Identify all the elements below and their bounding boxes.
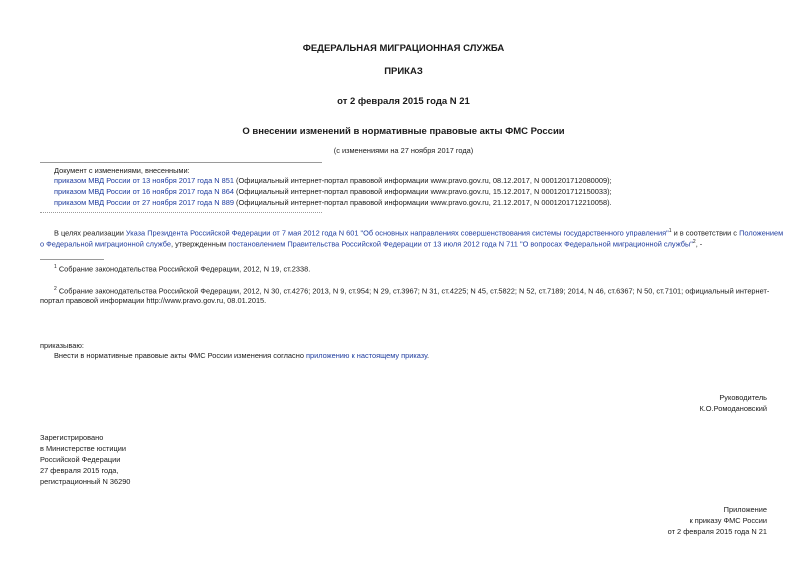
revision-note: (с изменениями на 27 ноября 2017 года) xyxy=(333,146,474,155)
appendix-line: от 2 февраля 2015 года N 21 xyxy=(667,527,767,536)
preamble-line-1: В целях реализации Указа Президента Российской Федерации от 7 мая 2012 года N 601 "Об основных направлениях совершенствования системы государственного управления"$^1$ и в соответствии с Положением xyxy=(54,228,784,238)
registration-line: в Министерстве юстиции xyxy=(40,444,127,453)
resolution-711-link[interactable]: постановлением Правительства Российской Федерации от 13 июля 2012 года N 711 "О вопросах Федеральной миграционной службы" xyxy=(228,239,693,249)
registration-line: 27 февраля 2015 года, xyxy=(40,466,119,475)
appendix-line: к приказу ФМС России xyxy=(689,516,767,525)
regulation-link-cont[interactable]: о Федеральной миграционной службе xyxy=(40,239,172,249)
decree-601-link[interactable]: Указа Президента Российской Федерации от 7 мая 2012 года N 601 "Об основных направлениях совершенствования системы государственного управления" xyxy=(125,228,669,238)
footnote-2: $^2$ Собрание законодательства Российской Федерации, 2012, N 30, ст.4276; 2013, N 9, ст.954; N 29, ст.3967; N 31, ст.4225; N 45, ст.5822; N 52, ст.7189; 2014, N 46, ст.6367; N 50, ст.7101; официальный интернет- xyxy=(54,286,770,296)
registration-line: Российской Федерации xyxy=(40,455,121,464)
footnote-ref-1[interactable]: 1 xyxy=(668,228,672,234)
registration-line: регистрационный N 36290 xyxy=(40,477,131,486)
registration-line: Зарегистрировано xyxy=(40,433,104,442)
footnote-2-cont: портал правовой информации http://www.pravo.gov.ru, 08.01.2015. xyxy=(40,296,267,305)
signature-name: К.О.Ромодановский xyxy=(699,404,767,413)
amendment-item: приказом МВД России от 16 ноября 2017 года N 864 (Официальный интернет-портал правовой информации www.pravo.gov.ru, 15.12.2017, N 0001201712150033); xyxy=(54,187,612,196)
amendment-link[interactable]: приказом МВД России от 13 ноября 2017 года N 851 xyxy=(54,176,234,185)
document-date-number: от 2 февраля 2015 года N 21 xyxy=(337,96,470,107)
document-title: О внесении изменений в нормативные правовые акты ФМС России xyxy=(242,126,565,137)
amendment-link[interactable]: приказом МВД России от 16 ноября 2017 года N 864 xyxy=(54,187,234,196)
appendix-line: Приложение xyxy=(723,505,767,514)
footnote-divider xyxy=(40,259,104,260)
divider-top xyxy=(40,162,322,163)
amendments-intro: Документ с изменениями, внесенными: xyxy=(54,166,190,175)
order-text: Внести в нормативные правовые акты ФМС России изменения согласно приложению к настоящему приказу. xyxy=(54,351,430,360)
amendment-link[interactable]: приказом МВД России от 27 ноября 2017 года N 889 xyxy=(54,198,234,207)
regulation-link[interactable]: Положением xyxy=(739,228,784,238)
amendment-item: приказом МВД России от 27 ноября 2017 года N 889 (Официальный интернет-портал правовой информации www.pravo.gov.ru, 21.12.2017, N 0001201712210058). xyxy=(54,198,612,207)
order-lead: приказываю: xyxy=(40,341,84,350)
divider-bottom xyxy=(40,212,322,213)
document-type: ПРИКАЗ xyxy=(384,66,423,77)
appendix-link[interactable]: приложению к настоящему приказу xyxy=(305,351,428,360)
footnote-ref-2[interactable]: 2 xyxy=(692,239,696,245)
signature-position: Руководитель xyxy=(719,393,767,402)
footnote-1: $^1$ Собрание законодательства Российской Федерации, 2012, N 19, ст.2338. xyxy=(54,264,311,274)
agency-name: ФЕДЕРАЛЬНАЯ МИГРАЦИОННАЯ СЛУЖБА xyxy=(302,43,505,54)
amendment-item: приказом МВД России от 13 ноября 2017 года N 851 (Официальный интернет-портал правовой информации www.pravo.gov.ru, 08.12.2017, N 0001201712080009); xyxy=(54,176,612,185)
preamble-line-2: о Федеральной миграционной службе, утвержденным постановлением Правительства Российской Федерации от 13 июля 2012 года N 711 "О вопросах Федеральной миграционной службы"$^2$, - xyxy=(40,239,703,249)
